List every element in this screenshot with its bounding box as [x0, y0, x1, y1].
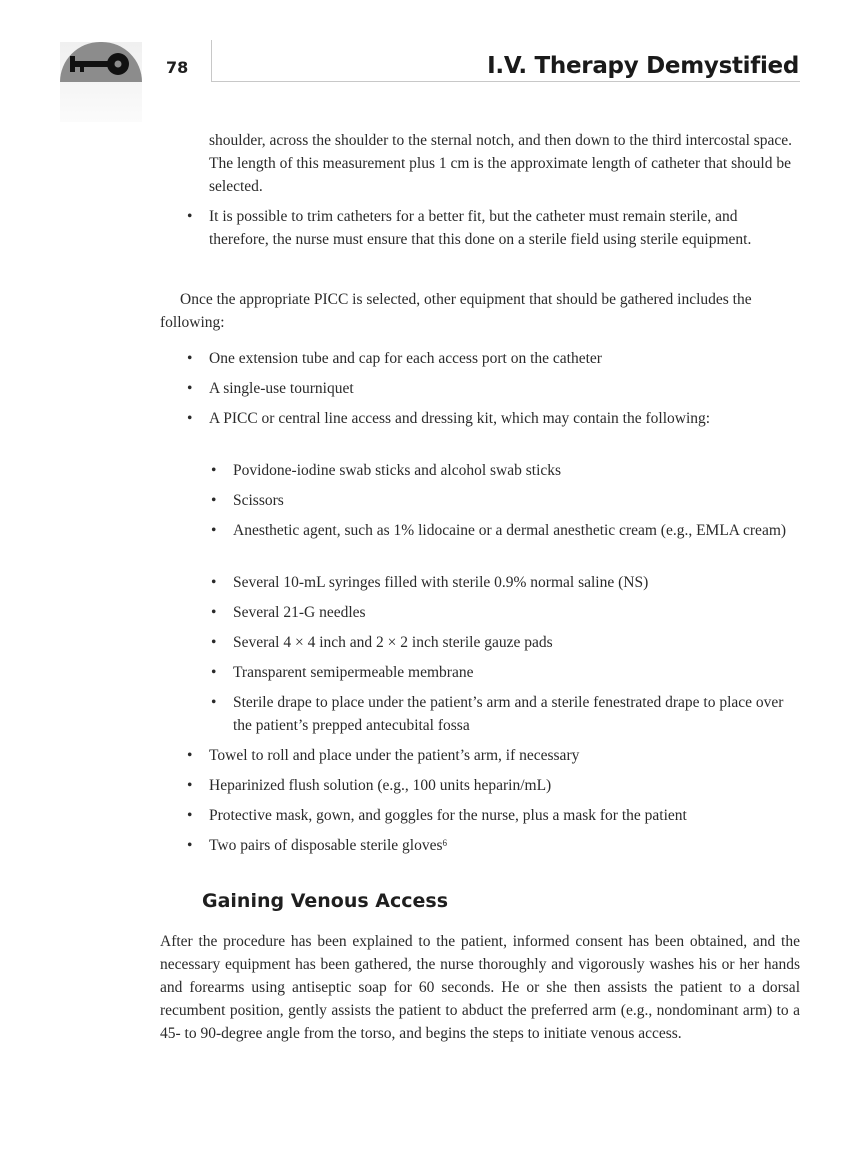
bullet-marker: • [187, 747, 193, 764]
bullet-marker: • [211, 604, 217, 621]
bullet-marker: • [187, 410, 193, 427]
list-item-text: It is possible to trim catheters for a better fit, but the catheter must remain sterile, and therefore, the nurse must ensure that this done on a sterile field using sterile equipment. [209, 208, 752, 248]
equipment-list [187, 804, 800, 827]
list-item [187, 205, 800, 251]
bullet-marker: • [211, 694, 217, 711]
header-divider [211, 40, 212, 82]
list-item-text: Several 10-mL syringes filled with sterile 0.9% normal saline (NS) [233, 574, 649, 591]
equipment-list [187, 407, 800, 430]
list-item-text: Several 4 × 4 inch and 2 × 2 inch sterile gauze pads [233, 634, 553, 651]
trim-bullet-list [187, 205, 800, 251]
equipment-list [187, 377, 800, 400]
bullet-marker: • [211, 492, 217, 509]
kit-list-item [211, 489, 800, 512]
section-paragraph: After the procedure has been explained to the patient, informed consent has been obtained, and the necessary equipment has been gathered, the nurse thoroughly and vigorously washes his or her hands and forearms using antiseptic soap for 60 seconds. He or she then assists the patient to a dorsal recumbent position, gently assists the patient to abduct the preferred arm (e.g., nondominant arm) to a 45- to 90-degree angle from the torso, and begins the steps to initiate venous access. [160, 933, 800, 1042]
list-item-text: Several 21-G needles [233, 604, 366, 621]
kit-list-item [211, 519, 800, 542]
bullet-marker: • [211, 574, 217, 591]
list-item-text: Povidone-iodine swab sticks and alcohol swab sticks [233, 462, 562, 479]
list-item-text: A single-use tourniquet [209, 380, 354, 397]
continuation-paragraph: shoulder, across the shoulder to the sternal notch, and then down to the third intercostal space. The length of this measurement plus 1 cm is the approximate length of catheter that should be selected. [209, 132, 793, 195]
footnote-marker: 6 [442, 838, 448, 848]
list-item [187, 804, 800, 827]
list-item-text: Transparent semipermeable membrane [233, 664, 474, 681]
list-item-text: Two pairs of disposable sterile gloves [209, 837, 443, 854]
bullet-marker: • [187, 208, 193, 225]
list-item-text: One extension tube and cap for each access port on the catheter [209, 350, 602, 367]
equipment-list [187, 834, 800, 857]
page-number: 78 [166, 58, 189, 77]
list-item [187, 347, 800, 370]
book-title: I.V. Therapy Demystified [487, 53, 799, 79]
bullet-marker: • [187, 777, 193, 794]
list-item-text: Protective mask, gown, and goggles for the nurse, plus a mask for the patient [209, 807, 687, 824]
page-header [0, 0, 860, 125]
bullet-marker: • [211, 462, 217, 479]
bullet-marker: • [211, 664, 217, 681]
list-item-text: Scissors [233, 492, 284, 509]
list-item-text: Towel to roll and place under the patient’s arm, if necessary [209, 747, 580, 764]
kit-list-item [211, 601, 800, 624]
kit-list-item [211, 571, 800, 594]
bullet-marker: • [211, 522, 217, 539]
kit-list-item [211, 631, 800, 654]
kit-list-item [211, 661, 800, 684]
key-icon [66, 50, 136, 78]
bullet-marker: • [211, 634, 217, 651]
header-rule [211, 81, 800, 82]
list-item-text: Heparinized flush solution (e.g., 100 units heparin/mL) [209, 777, 552, 794]
kit-list-item [211, 691, 800, 737]
equipment-list [187, 774, 800, 797]
list-item [187, 744, 800, 767]
bullet-marker: • [187, 807, 193, 824]
section-heading: Gaining Venous Access [202, 890, 449, 912]
kit-list-item [211, 459, 800, 482]
equipment-intro: Once the appropriate PICC is selected, other equipment that should be gathered includes the following: [160, 291, 752, 331]
list-item [187, 834, 800, 857]
equipment-list [187, 744, 800, 767]
list-item [187, 407, 800, 430]
list-item [187, 377, 800, 400]
bullet-marker: • [187, 380, 193, 397]
list-item-text: A PICC or central line access and dressing kit, which may contain the following: [209, 410, 711, 427]
list-item [187, 774, 800, 797]
bullet-marker: • [187, 837, 193, 854]
bullet-marker: • [187, 350, 193, 367]
list-item-text: Sterile drape to place under the patient’s arm and a sterile fenestrated drape to place over the patient’s prepped antecubital fossa [233, 694, 784, 734]
list-item-text: Anesthetic agent, such as 1% lidocaine or a dermal anesthetic cream (e.g., EMLA cream) [233, 522, 787, 539]
equipment-list [187, 347, 800, 370]
